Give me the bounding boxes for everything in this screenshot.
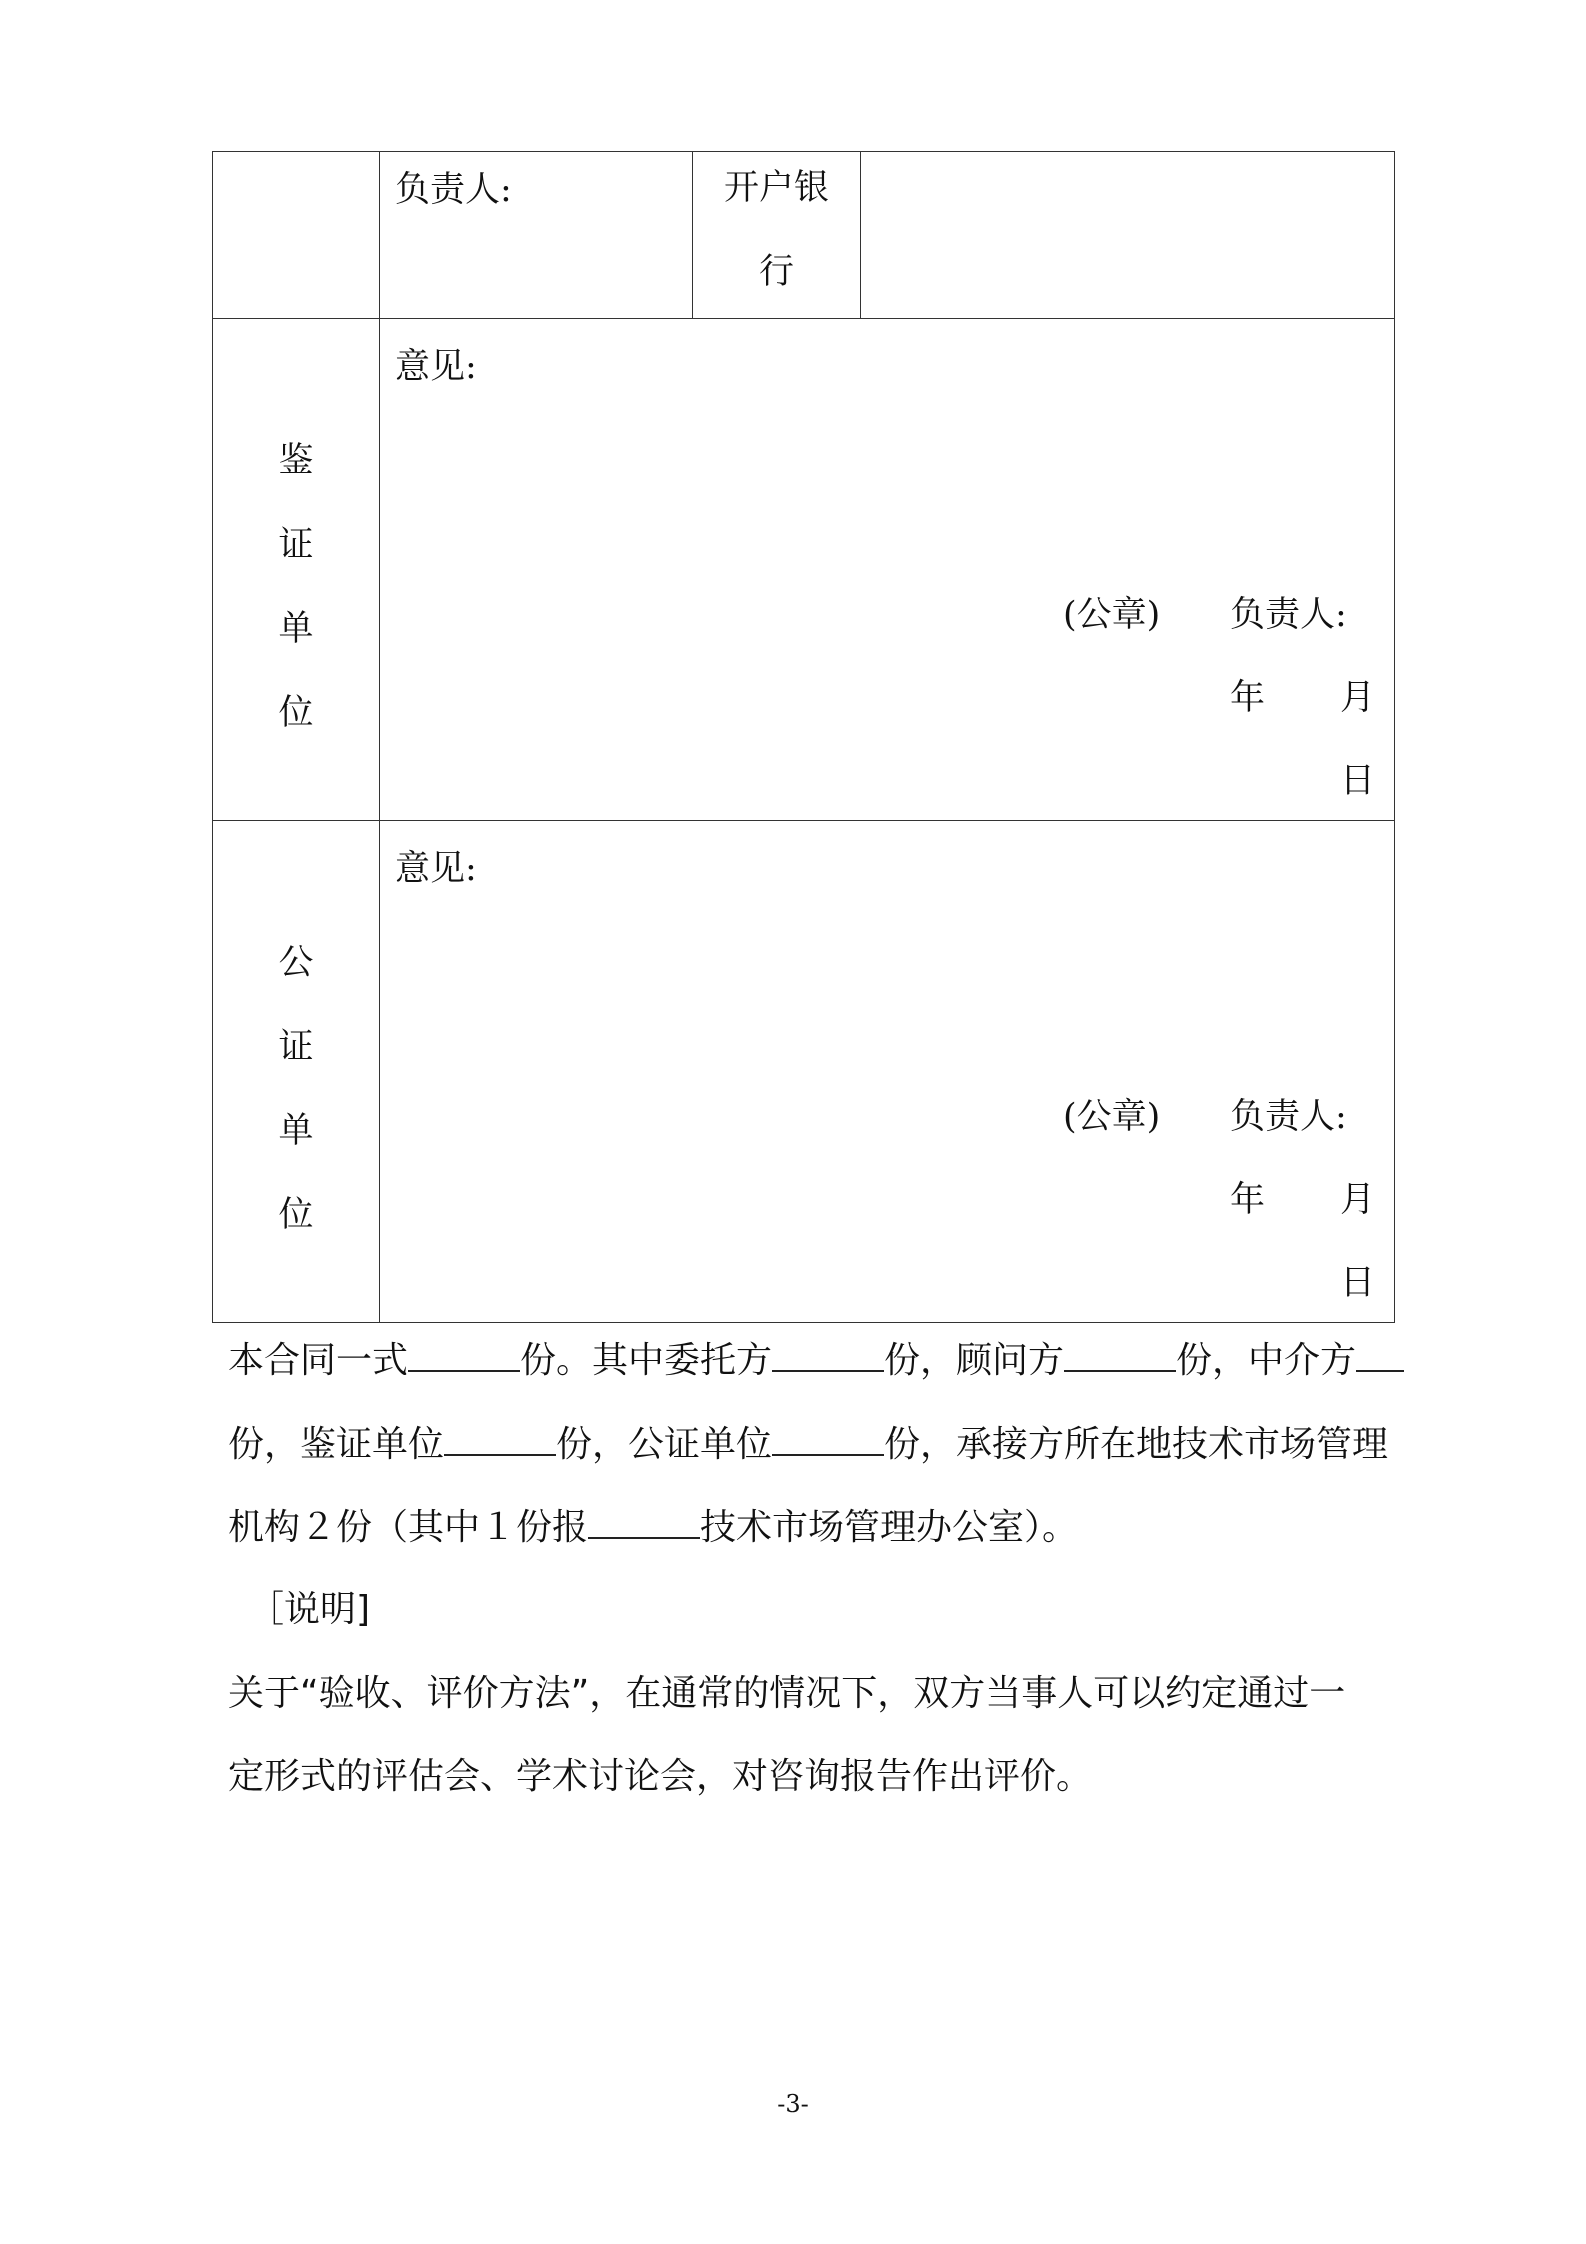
bank-label: 开户银 行 <box>723 168 829 292</box>
month-label: 月 <box>1340 1180 1376 1220</box>
day-label: 日 <box>1340 761 1376 801</box>
blank-intermediary[interactable] <box>1356 1340 1404 1372</box>
appraisal-opinion-cell <box>380 319 1395 821</box>
year-label: 年 <box>1230 678 1266 718</box>
responsible-label: 负责人: <box>395 170 512 210</box>
note-heading: ［说明] <box>248 1589 371 1630</box>
blank-total[interactable] <box>408 1340 520 1372</box>
blank-client[interactable] <box>772 1340 884 1372</box>
signature-table <box>212 151 1395 1323</box>
page-number: -3- <box>777 2090 809 2118</box>
notary-row <box>213 821 1395 1323</box>
day-label: 日 <box>1340 1263 1376 1303</box>
bank-row <box>213 152 1395 319</box>
copies-line-3: 机构２份（其中１份报 技术市场管理办公室）。 <box>228 1507 1079 1548</box>
opinion-label: 意见: <box>395 849 477 889</box>
note-line-1: 关于“验收、评价方法”，在通常的情况下，双方当事人可以约定通过一 <box>228 1673 1346 1714</box>
seal-label: (公章) <box>1063 595 1161 635</box>
responsible-label: 负责人: <box>1230 1097 1347 1137</box>
blank-appraisal[interactable] <box>444 1424 556 1456</box>
month-label: 月 <box>1340 678 1376 718</box>
notary-unit-label: 公 证 单 位 <box>278 943 314 1235</box>
appraisal-unit-label: 鉴 证 单 位 <box>278 441 314 733</box>
empty-cell <box>213 152 380 319</box>
blank-notary[interactable] <box>772 1424 884 1456</box>
bank-label-cell <box>693 152 861 319</box>
responsible-cell <box>380 152 693 319</box>
bank-value-cell <box>861 152 1395 319</box>
note-line-2: 定形式的评估会、学术讨论会，对咨询报告作出评价。 <box>228 1756 1093 1797</box>
opinion-label: 意见: <box>395 347 477 387</box>
notary-unit-cell <box>213 821 380 1323</box>
notary-opinion-cell <box>380 821 1395 1323</box>
appraisal-row <box>213 319 1395 821</box>
copies-line-1: 本合同一式 份。其中委托方 份，顾问方 份，中介方 <box>228 1340 1448 1381</box>
appraisal-unit-cell <box>213 319 380 821</box>
copies-line-2: 份，鉴证单位 份，公证单位 份，承接方所在地技术市场管理 <box>228 1424 1389 1465</box>
seal-label: (公章) <box>1063 1097 1161 1137</box>
blank-consultant[interactable] <box>1064 1340 1176 1372</box>
year-label: 年 <box>1230 1180 1266 1220</box>
responsible-label: 负责人: <box>1230 595 1347 635</box>
blank-market-office[interactable] <box>588 1507 700 1539</box>
